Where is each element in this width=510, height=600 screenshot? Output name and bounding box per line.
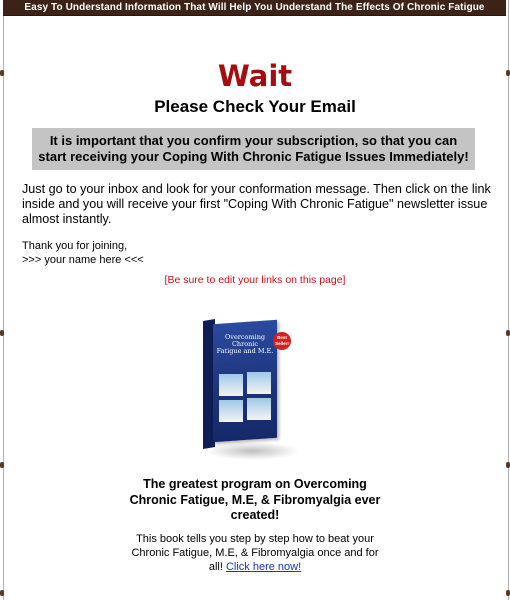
- notice-line-1: It is important that you confirm your subscription, so that you can: [49, 133, 458, 148]
- best-seller-badge: Best Seller!: [273, 332, 291, 350]
- banner-divider: [3, 15, 506, 16]
- confirmation-notice: [32, 128, 475, 170]
- promo-description: This book tells you step by step how to beat your Chronic Fatigue, M.E, & Fibromyalgia once and for all!: [131, 533, 379, 573]
- promo-text: [125, 532, 385, 574]
- instructions-paragraph: Just go to your inbox and look for your conformation message. Then click on the link inside and you will receive your first "Coping With Chronic Fatigue" newsletter issue almost instantly.: [22, 182, 491, 226]
- promo-title: The greatest program on Overcoming Chronic Fatigue, M.E, & Fibromyalgia ever created!: [129, 477, 381, 522]
- notice-line-2: start receiving your Coping With Chronic Fatigue Issues Immediately!: [38, 149, 469, 164]
- page-subtitle: Please Check Your Email: [154, 97, 356, 116]
- header-banner: Easy To Understand Information That Will Help You Understand The Effects Of Chronic Fatigue Syndrome: [3, 0, 506, 15]
- wait-headline: Wait: [217, 59, 293, 93]
- signoff: [22, 239, 322, 267]
- book-title: Overcoming Chronic Fatigue and M.E.: [216, 333, 274, 355]
- signature-placeholder: >>> your name here <<<: [22, 254, 144, 266]
- thanks-text: Thank you for joining,: [22, 240, 128, 252]
- click-here-link[interactable]: Click here now!: [225, 561, 302, 573]
- edit-links-note: [Be sure to edit your links on this page]: [164, 274, 346, 286]
- ebook-cover-image: [195, 312, 315, 472]
